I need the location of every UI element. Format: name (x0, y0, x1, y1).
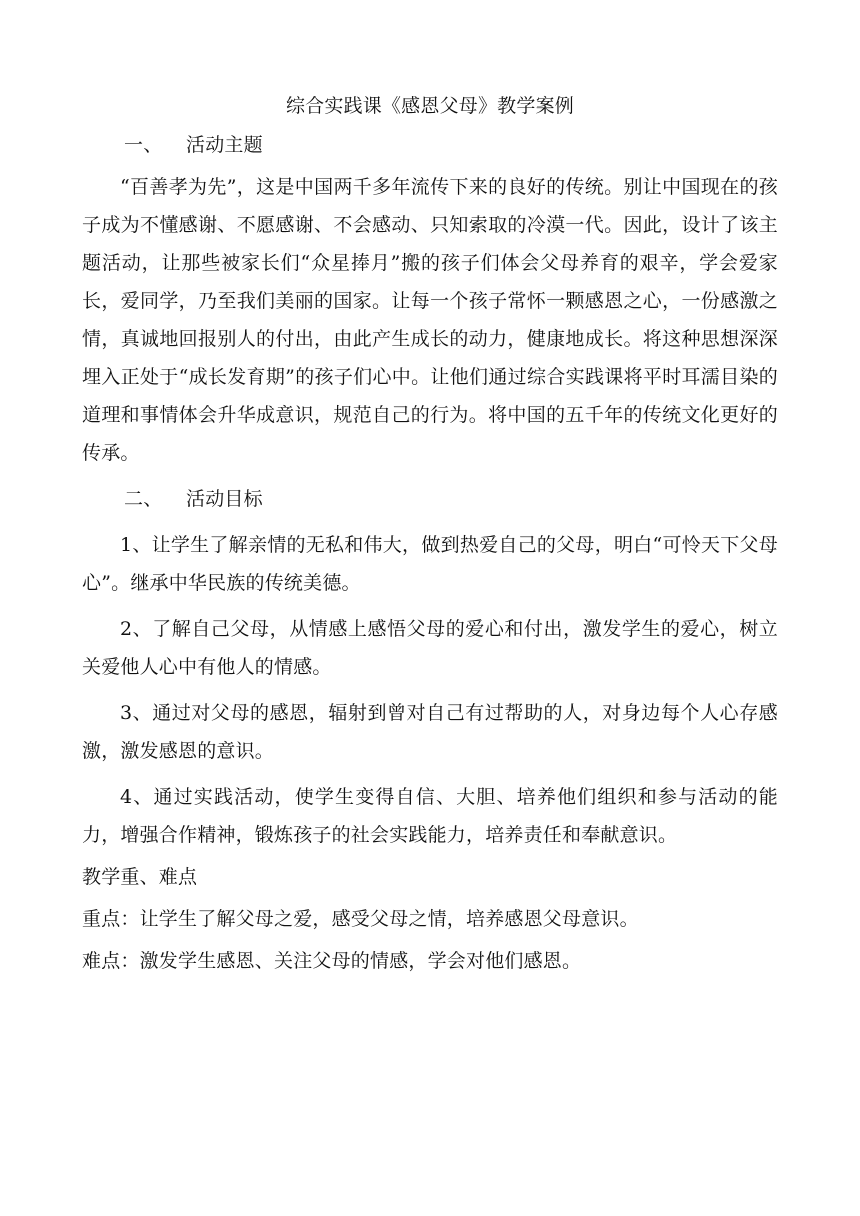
section-heading-goals (82, 480, 778, 518)
key-points-heading: 教学重、难点 (82, 866, 198, 888)
section-heading-label: 活动主题 (186, 134, 263, 156)
document-body (82, 88, 778, 980)
document-title: 综合实践课《感恩父母》教学案例 (285, 95, 574, 117)
section-number: 二、 (124, 488, 163, 510)
section-heading-theme (82, 126, 778, 164)
theme-paragraph: “百善孝为先”，这是中国两千多年流传下来的良好的传统。别让中国现在的孩子成为不懂感谢、不愿感谢、不会感动、只知索取的冷漠一代。因此，设计了该主题活动，让那些被家长们“众星捧月”搬的孩子们体会父母养育的艰辛，学会爱家长，爱同学，乃至我们美丽的国家。让每一个孩子常怀一颗感恩之心，一份感激之情，真诚地回报别人的付出，由此产生成长的动力，健康地成长。将这种思想深深埋入正处于“成长发育期”的孩子们心中。让他们通过综合实践课将平时耳濡目染的道理和事情体会升华成意识，规范自己的行为。将中国的五千年的传统文化更好的传承。 (82, 176, 778, 464)
goal-paragraph-2: 2、了解自己父母，从情感上感悟父母的爱心和付出，激发学生的爱心，树立关爱他人心中有他人的情感。 (82, 618, 778, 678)
goal-paragraph-4: 4、通过实践活动，使学生变得自信、大胆、培养他们组织和参与活动的能力，增强合作精神，锻炼孩子的社会实践能力，培养责任和奉献意识。 (82, 786, 778, 846)
section-heading-label: 活动目标 (186, 488, 263, 510)
goal-paragraph-1: 1、让学生了解亲情的无私和伟大，做到热爱自己的父母，明白“可怜天下父母心”。继承中华民族的传统美德。 (82, 534, 778, 594)
key-point-difficulty: 难点：激发学生感恩、关注父母的情感，学会对他们感恩。 (82, 950, 582, 972)
key-point-focus: 重点：让学生了解父母之爱，感受父母之情，培养感恩父母意识。 (82, 908, 639, 930)
goal-paragraph-3: 3、通过对父母的感恩，辐射到曾对自己有过帮助的人，对身边每个人心存感激，激发感恩的意识。 (82, 702, 778, 762)
section-number: 一、 (124, 134, 163, 156)
